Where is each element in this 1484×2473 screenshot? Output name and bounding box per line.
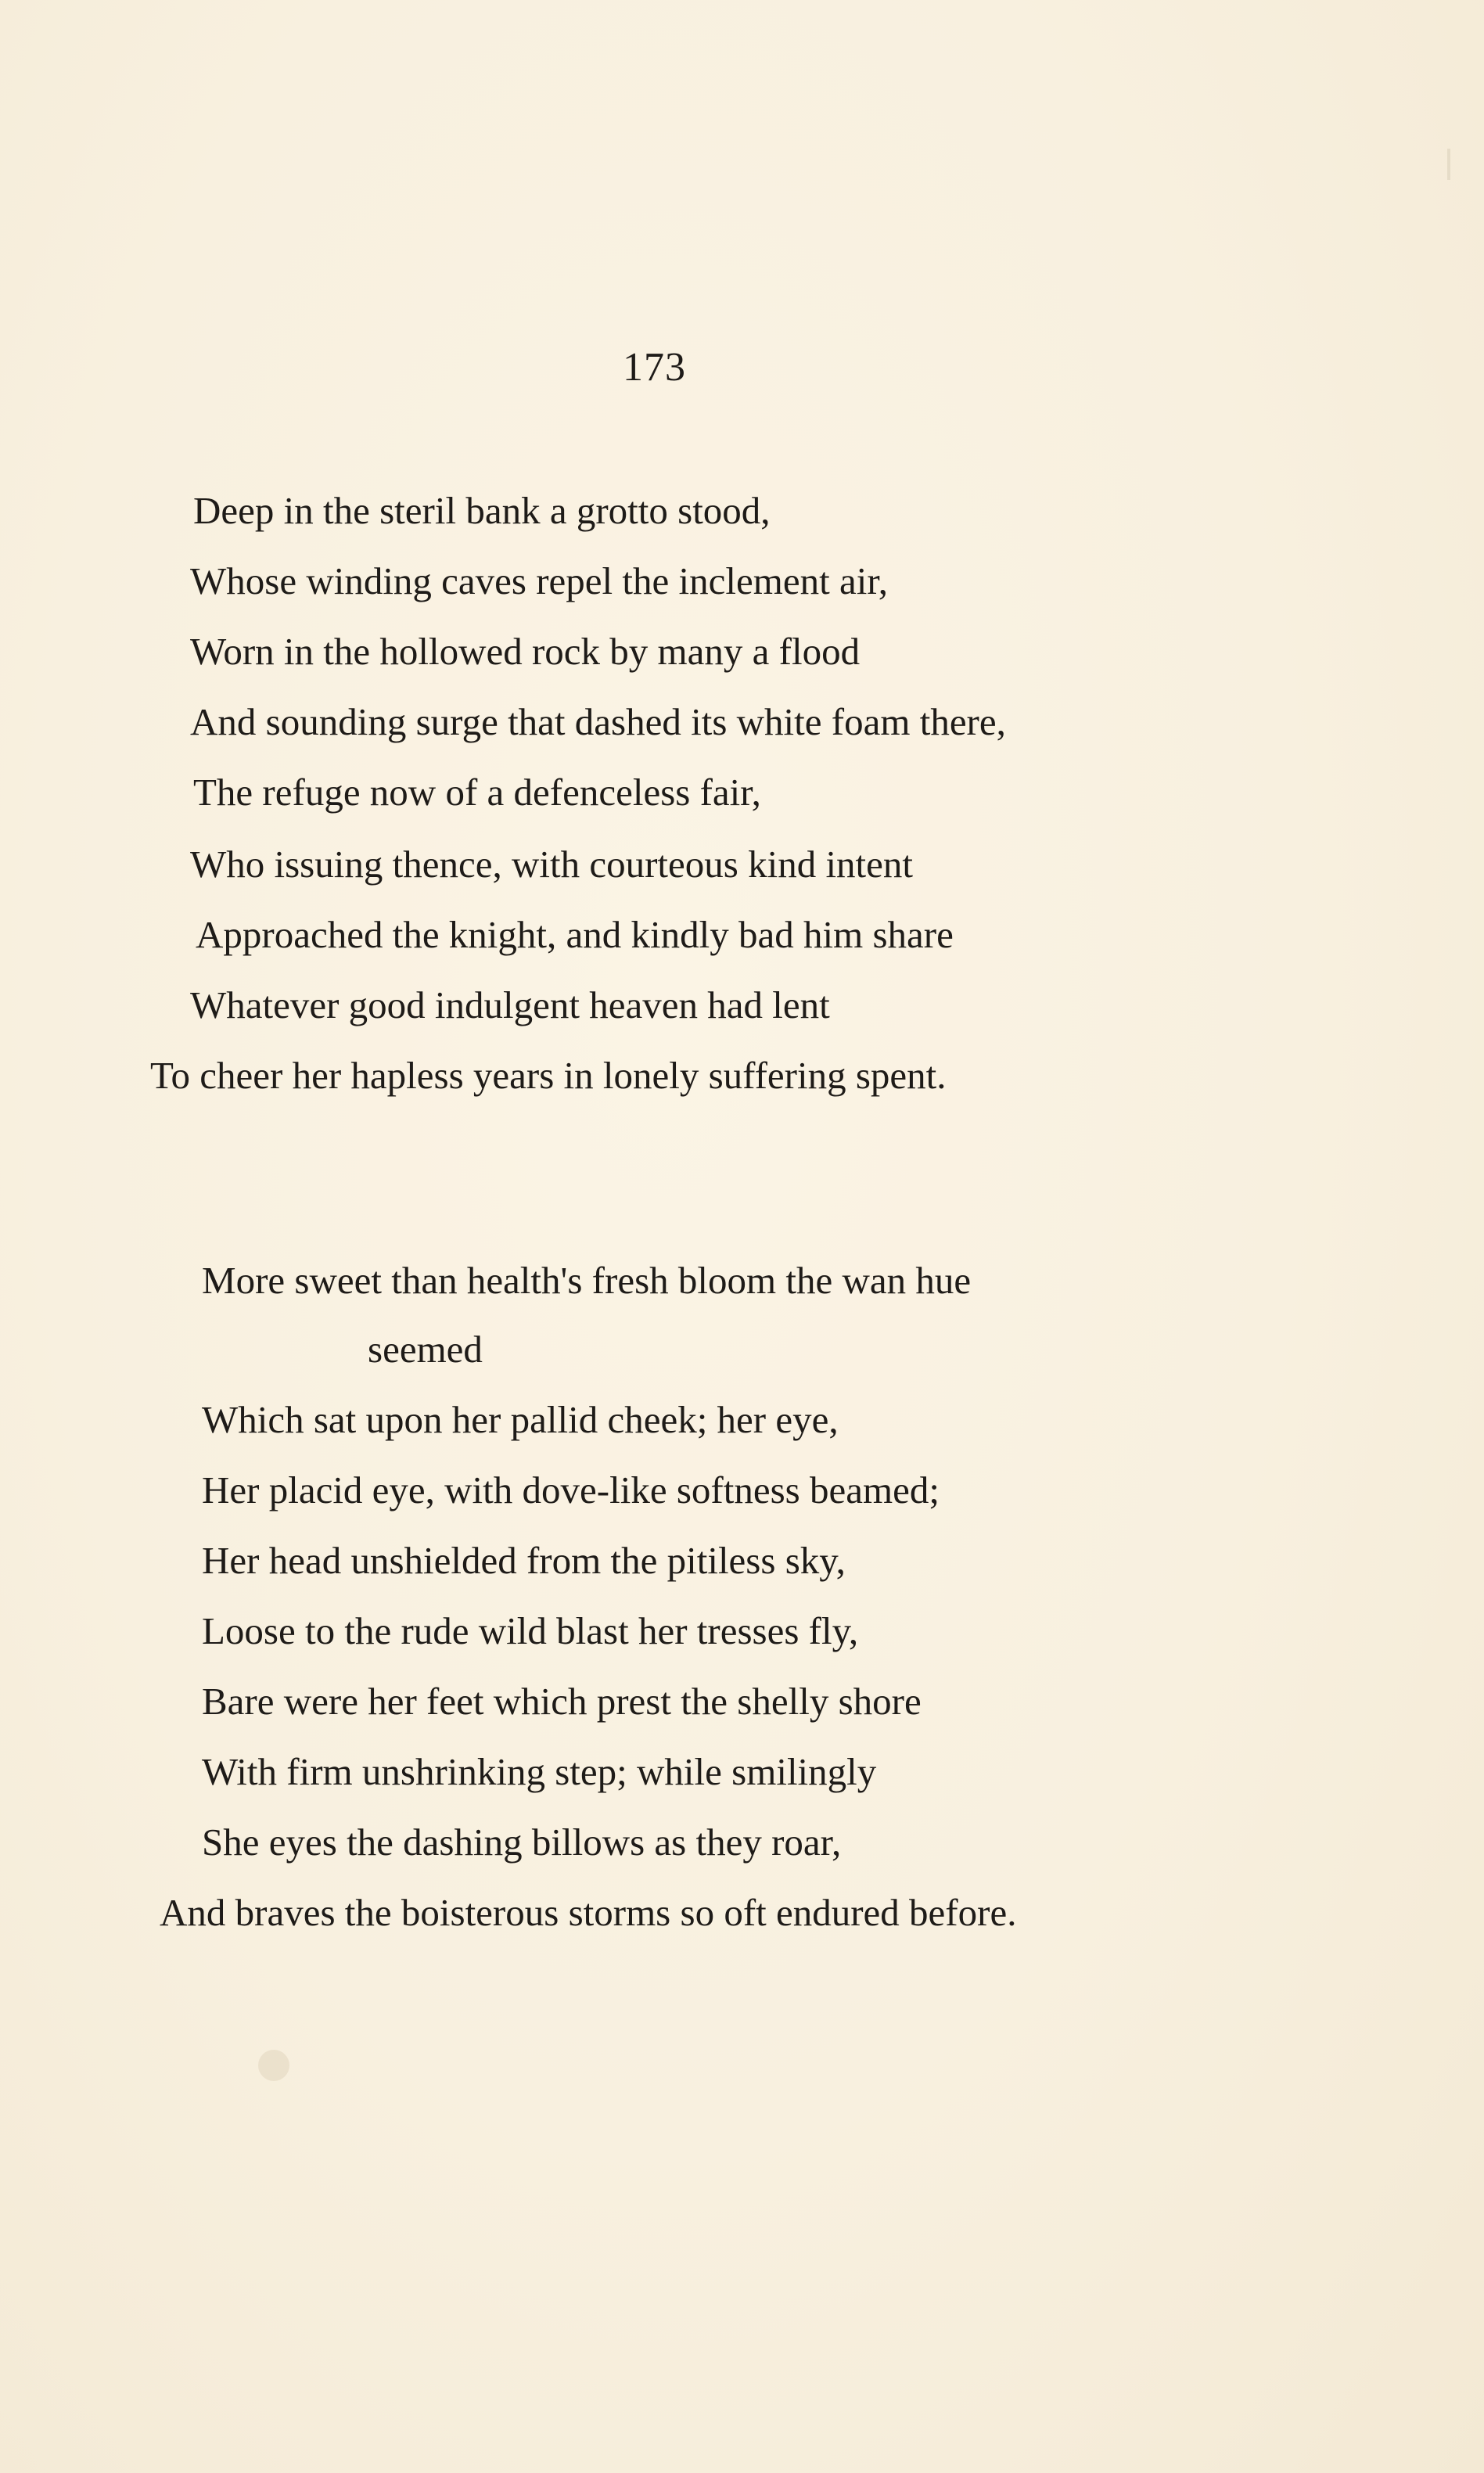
verse-line: Deep in the steril bank a grotto stood,: [193, 489, 771, 532]
page-number: 173: [623, 345, 686, 390]
verse-line: To cheer her hapless years in lonely suffering spent.: [150, 1054, 947, 1097]
margin-mark: [1447, 149, 1450, 180]
verse-line: Her placid eye, with dove-like softness beamed;: [202, 1468, 940, 1511]
verse-line: Loose to the rude wild blast her tresses fly,: [202, 1609, 859, 1652]
verse-line: She eyes the dashing billows as they roar,: [202, 1821, 842, 1864]
paper-stain: [258, 2050, 289, 2081]
verse-line: Whatever good indulgent heaven had lent: [190, 983, 830, 1026]
verse-line: The refuge now of a defenceless fair,: [193, 771, 761, 814]
verse-line: Which sat upon her pallid cheek; her eye,: [202, 1398, 839, 1441]
verse-line: And braves the boisterous storms so oft endured before.: [160, 1891, 1017, 1934]
verse-line: With firm unshrinking step; while smilingly: [202, 1750, 877, 1793]
verse-line: Approached the knight, and kindly bad him share: [196, 913, 954, 956]
verse-line: And sounding surge that dashed its white foam there,: [190, 700, 1006, 743]
verse-line: Bare were her feet which prest the shelly shore: [202, 1680, 922, 1723]
verse-line: Whose winding caves repel the inclement air,: [190, 559, 888, 602]
verse-line: More sweet than health's fresh bloom the wan hue: [202, 1259, 972, 1302]
verse-line: Worn in the hollowed rock by many a flood: [190, 630, 861, 673]
verse-line: Who issuing thence, with courteous kind intent: [190, 843, 914, 886]
verse-line: seemed: [368, 1328, 483, 1371]
verse-line: Her head unshielded from the pitiless sky,: [202, 1539, 846, 1582]
